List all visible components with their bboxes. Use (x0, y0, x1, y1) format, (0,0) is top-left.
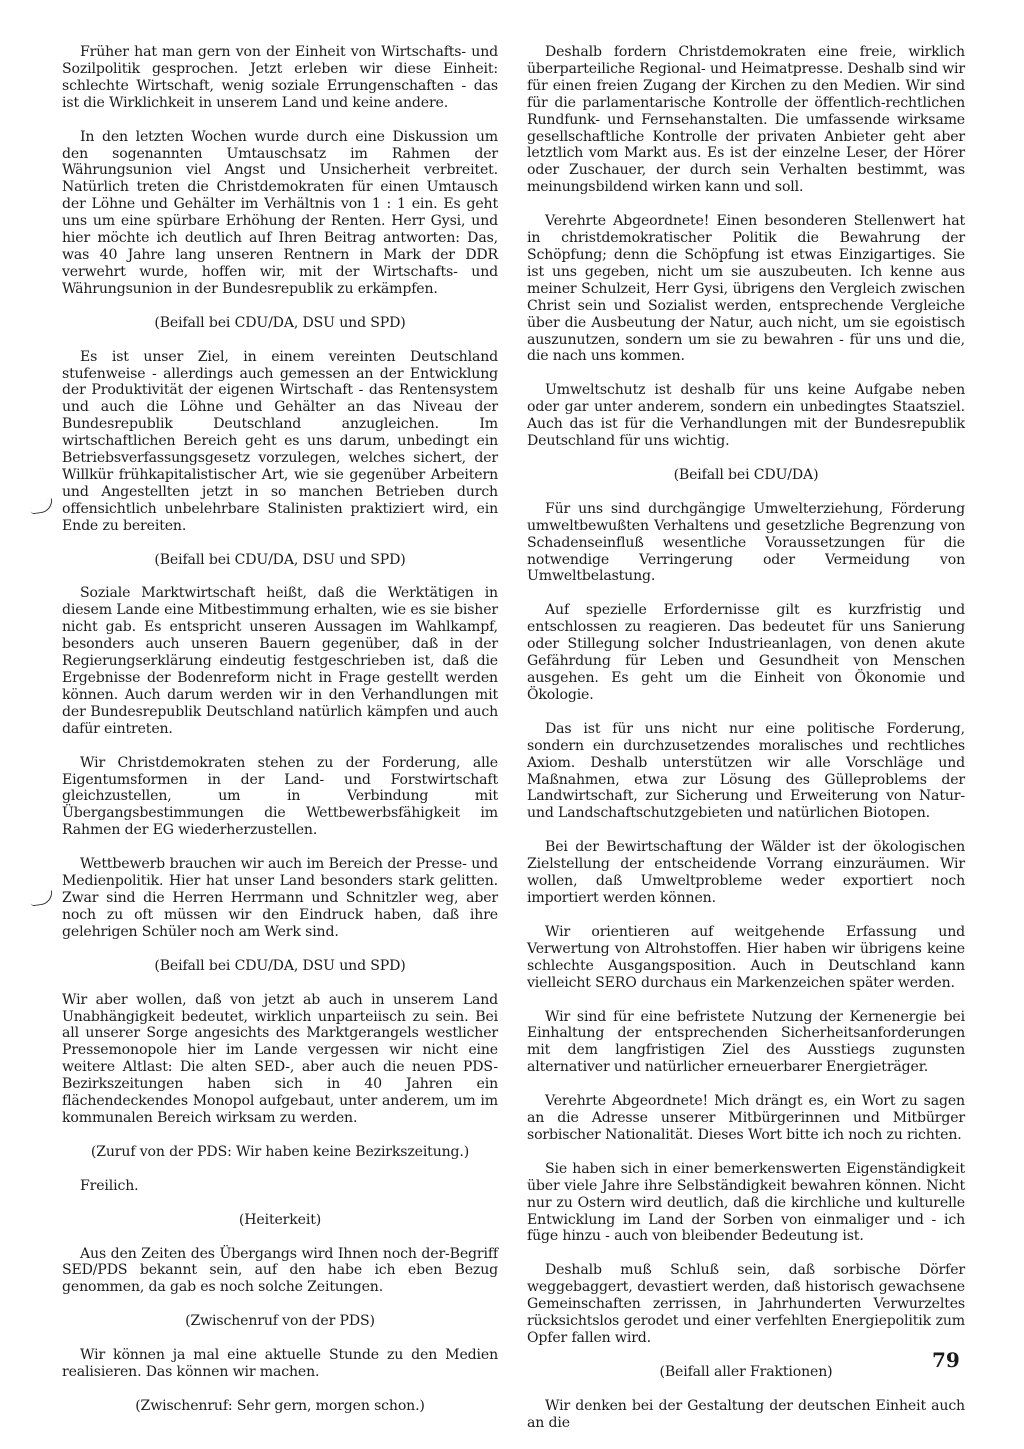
paragraph: Früher hat man gern von der Einheit von Wirtschafts- und Sozilpolitik gesprochen. Jetzt erleben wir diese Einheit: schlechte Wirtschaft, wenig soziale Errungenschaften - das ist die Wirklichkeit in unserem Land und keine andere. (62, 44, 498, 111)
paragraph: Wir orientieren auf weitgehende Erfassung und Verwertung von Altrohstoffen. Hier haben wir übrigens keine schlechte Ausgangsposition. Auch in Deutschland kann vielleicht SERO durchaus ein Markenzeichen später werden. (527, 923, 965, 991)
interjection: (Zwischenruf von der PDS) (185, 1313, 375, 1330)
margin-mark (29, 890, 54, 906)
paragraph: Soziale Marktwirtschaft heißt, daß die Werktätigen in diesem Lande eine Mitbestimmung erhalten, wie es sie bisher nicht gab. Es entspricht unseren Aussagen im Wahlkampf, besonders auch unseren Bauern gegenüber, daß in der Regierungserklärung eindeutig festgeschrieben ist, daß die Ergebnisse der Bodenreform nicht in Frage gestellt werden können. Auch darum werden wir in den Verhandlungen mit der Bundesrepublik Deutschland natürlich kämpfen und auch dafür eintreten. (62, 585, 498, 737)
paragraph: Wir Christdemokraten stehen zu der Forderung, alle Eigentumsformen in der Land- und Forstwirtschaft gleichzustellen, um in Verbindung mit Übergangsbestimmungen die Wettbewerbsfähigkeit im Rahmen der EG wiederherzustellen. (62, 754, 498, 839)
paragraph: Es ist unser Ziel, in einem vereinten Deutschland stufenweise - allerdings auch gemessen an der Entwicklung der Produktivität der eigenen Wirtschaft - das Rentensystem und auch die Löhne und Gehälter an das Niveau der Bundesrepublik Deutschland anzugleichen. Im wirtschaftlichen Bereich geht es uns darum, unbedingt ein Betriebsverfassungsgesetz vorzulegen, welches sichert, der Willkür frühkapitalistischer Art, wie sie gegenüber Arbeitern und Angestellten jetzt in so manchen Betrieben durch offensichtlich unbelehrbare Stalinisten praktiziert wird, ein Ende zu bereiten. (62, 348, 498, 534)
paragraph: Deshalb fordern Christdemokraten eine freie, wirklich überparteiliche Regional- und Heimatpresse. Deshalb sind wir für einen freien Zugang der Kirchen zu den Medien. Wir sind für die parlamentarische Kontrolle der öffentlich-rechtlichen Rundfunk- und Fernsehanstalten. Die umfassende wirksame gesellschaftliche Kontrolle der privaten Anbieter geht aber letztlich vom Markt aus. Es ist der einzelne Leser, der Hörer oder Zuschauer, der durch sein Verhalten bestimmt, was meinungsbildend wirken kann und soll. (527, 44, 965, 196)
paragraph: Umweltschutz ist deshalb für uns keine Aufgabe neben oder gar unter anderem, sondern ein unbedingtes Staatsziel. Auch das ist für die Verhandlungen mit der Bundesrepublik Deutschland für uns wichtig. (527, 382, 965, 450)
paragraph: Für uns sind durchgängige Umwelterziehung, Förderung umweltbewußten Verhaltens und gesetzliche Begrenzung von Schadenseinfluß wesentliche Voraussetzungen für die notwendige Verringerung oder Vermeidung von Umweltbelastung. (527, 500, 965, 585)
paragraph: Wir sind für eine befristete Nutzung der Kernenergie bei Einhaltung der entsprechenden Sicherheitsanforderungen mit dem langfristigen Ziel des Ausstiegs zugunsten alternativer und natürlicher erneuerbarer Energieträger. (527, 1008, 965, 1076)
interjection: (Beifall bei CDU/DA, DSU und SPD) (154, 957, 406, 974)
paragraph: Freilich. (80, 1177, 139, 1194)
right-column (527, 44, 965, 1449)
interjection: (Beifall aller Fraktionen) (659, 1363, 833, 1380)
paragraph: Verehrte Abgeordnete! Mich drängt es, ein Wort zu sagen an die Adresse unserer Mitbürgerinnen und Mitbürger sorbischer Nationalität. Dieses Wort bitte ich noch zu richten. (527, 1093, 965, 1143)
interjection: (Beifall bei CDU/DA) (673, 466, 819, 483)
interjection: (Heiterkeit) (238, 1211, 322, 1228)
paragraph: Wir denken bei der Gestaltung der deutschen Einheit auch an die (527, 1397, 965, 1431)
interjection: (Beifall bei CDU/DA, DSU und SPD) (154, 314, 406, 331)
paragraph: Verehrte Abgeordnete! Einen besonderen Stellenwert hat in christdemokratischer Politik die Bewahrung der Schöpfung; denn die Schöpfung ist etwas Einzigartiges. Sie ist uns gegeben, nicht um sie auszubeuten. Ich kenne aus meiner Schulzeit, Herr Gysi, übrigens den Vergleich zwischen Christ sein und Sozialist werden, entsprechende Vergleiche über die Ausbeutung der Natur, auch nicht, um sie egoistisch auszunutzen, sondern um sie zu bewahren - für uns und die, die nach uns kommen. (527, 213, 965, 365)
paragraph: Wir aber wollen, daß von jetzt ab auch in unserem Land Unabhängigkeit bedeutet, wirklich unparteiisch zu sein. Bei all unserer Sorge angesichts des Marktgerangels westlicher Pressemonopole hier im Lande vergessen wir nicht eine weitere Altlast: Die alten SED-, aber auch die neuen PDS-Bezirkszeitungen haben sich in 40 Jahren ein flächendeckendes Monopol aufgebaut, unter anderem, um im kommunalen Bereich wirksam zu werden. (62, 991, 498, 1126)
paragraph: Auf spezielle Erfordernisse gilt es kurzfristig und entschlossen zu reagieren. Das bedeutet für uns Sanierung oder Stillegung solcher Industrieanlagen, von denen akute Gefährdung für Leben und Gesundheit von Menschen ausgehen. Es geht um die Einheit von Ökonomie und Ökologie. (527, 602, 965, 703)
paragraph: In den letzten Wochen wurde durch eine Diskussion um den sogenannten Umtauschsatz im Rahmen der Währungsunion viel Angst und Unsicherheit verbreitet. Natürlich treten die Christdemokraten für einen Umtausch der Löhne und Gehälter im Verhältnis von 1 : 1 ein. Es geht uns um eine spürbare Erhöhung der Renten. Herr Gysi, und hier möchte ich deutlich auf Ihren Beitrag antworten: Das, was 40 Jahre lang unseren Rentnern in Mark der DDR verwehrt wurde, hoffen wir, mit der Wirtschafts- und Währungsunion in der Bundesrepublik zu erkämpfen. (62, 128, 498, 297)
left-column (62, 44, 498, 1432)
margin-mark (29, 498, 54, 514)
paragraph: Bei der Bewirtschaftung der Wälder ist der ökologischen Zielstellung der entscheidende Vorrang einzuräumen. Wir wollen, daß Umweltprobleme weder exportiert noch importiert werden können. (527, 839, 965, 906)
paragraph: Wettbewerb brauchen wir auch im Bereich der Presse- und Medienpolitik. Hier hat unser Land besonders stark gelitten. Zwar sind die Herren Herrmann und Schnitzler weg, aber noch zu oft müssen wir den Eindruck haben, daß ihre gelehrigen Schüler noch am Werk sind. (62, 856, 498, 940)
interjection: (Zuruf von der PDS: Wir haben keine Bezirkszeitung.) (90, 1143, 470, 1160)
paragraph: Deshalb muß Schluß sein, daß sorbische Dörfer weggebaggert, devastiert werden, daß historisch gewachsene Gemeinschaften zerrissen, in Jahrhunderten Verwurzeltes rücksichtslos gerodet und einer verfehlten Energiepolitik zum Opfer fallen wird. (527, 1262, 965, 1346)
paragraph: Aus den Zeiten des Übergangs wird Ihnen noch der-Begriff SED/PDS bekannt sein, auf den habe ich eben Bezug genommen, da gab es noch solche Zeitungen. (62, 1245, 498, 1296)
paragraph: Wir können ja mal eine aktuelle Stunde zu den Medien realisieren. Das können wir machen. (62, 1347, 498, 1381)
interjection: (Beifall bei CDU/DA, DSU und SPD) (154, 551, 406, 568)
paragraph: Das ist für uns nicht nur eine politische Forderung, sondern ein durchzusetzendes moralisches und rechtliches Axiom. Deshalb unterstützen wir alle Vorschläge und Maßnahmen, etwa zur Lösung des Gülleproblems der Landwirtschaft, zur Sicherung und Erweiterung von Natur- und Landschaftschutzgebieten und natürlichen Biotopen. (527, 720, 965, 822)
paragraph: Sie haben sich in einer bemerkenswerten Eigenständigkeit über viele Jahre ihre Selbständigkeit bewahren können. Nicht nur zu Ostern wird deutlich, daß die kirchliche und kulturelle Entwicklung im Land der Sorben von einmaliger und - ich füge hinzu - auch von bleibender Bedeutung ist. (527, 1160, 965, 1245)
page-number: 79 (932, 1348, 960, 1372)
interjection: (Zwischenruf: Sehr gern, morgen schon.) (135, 1398, 425, 1414)
